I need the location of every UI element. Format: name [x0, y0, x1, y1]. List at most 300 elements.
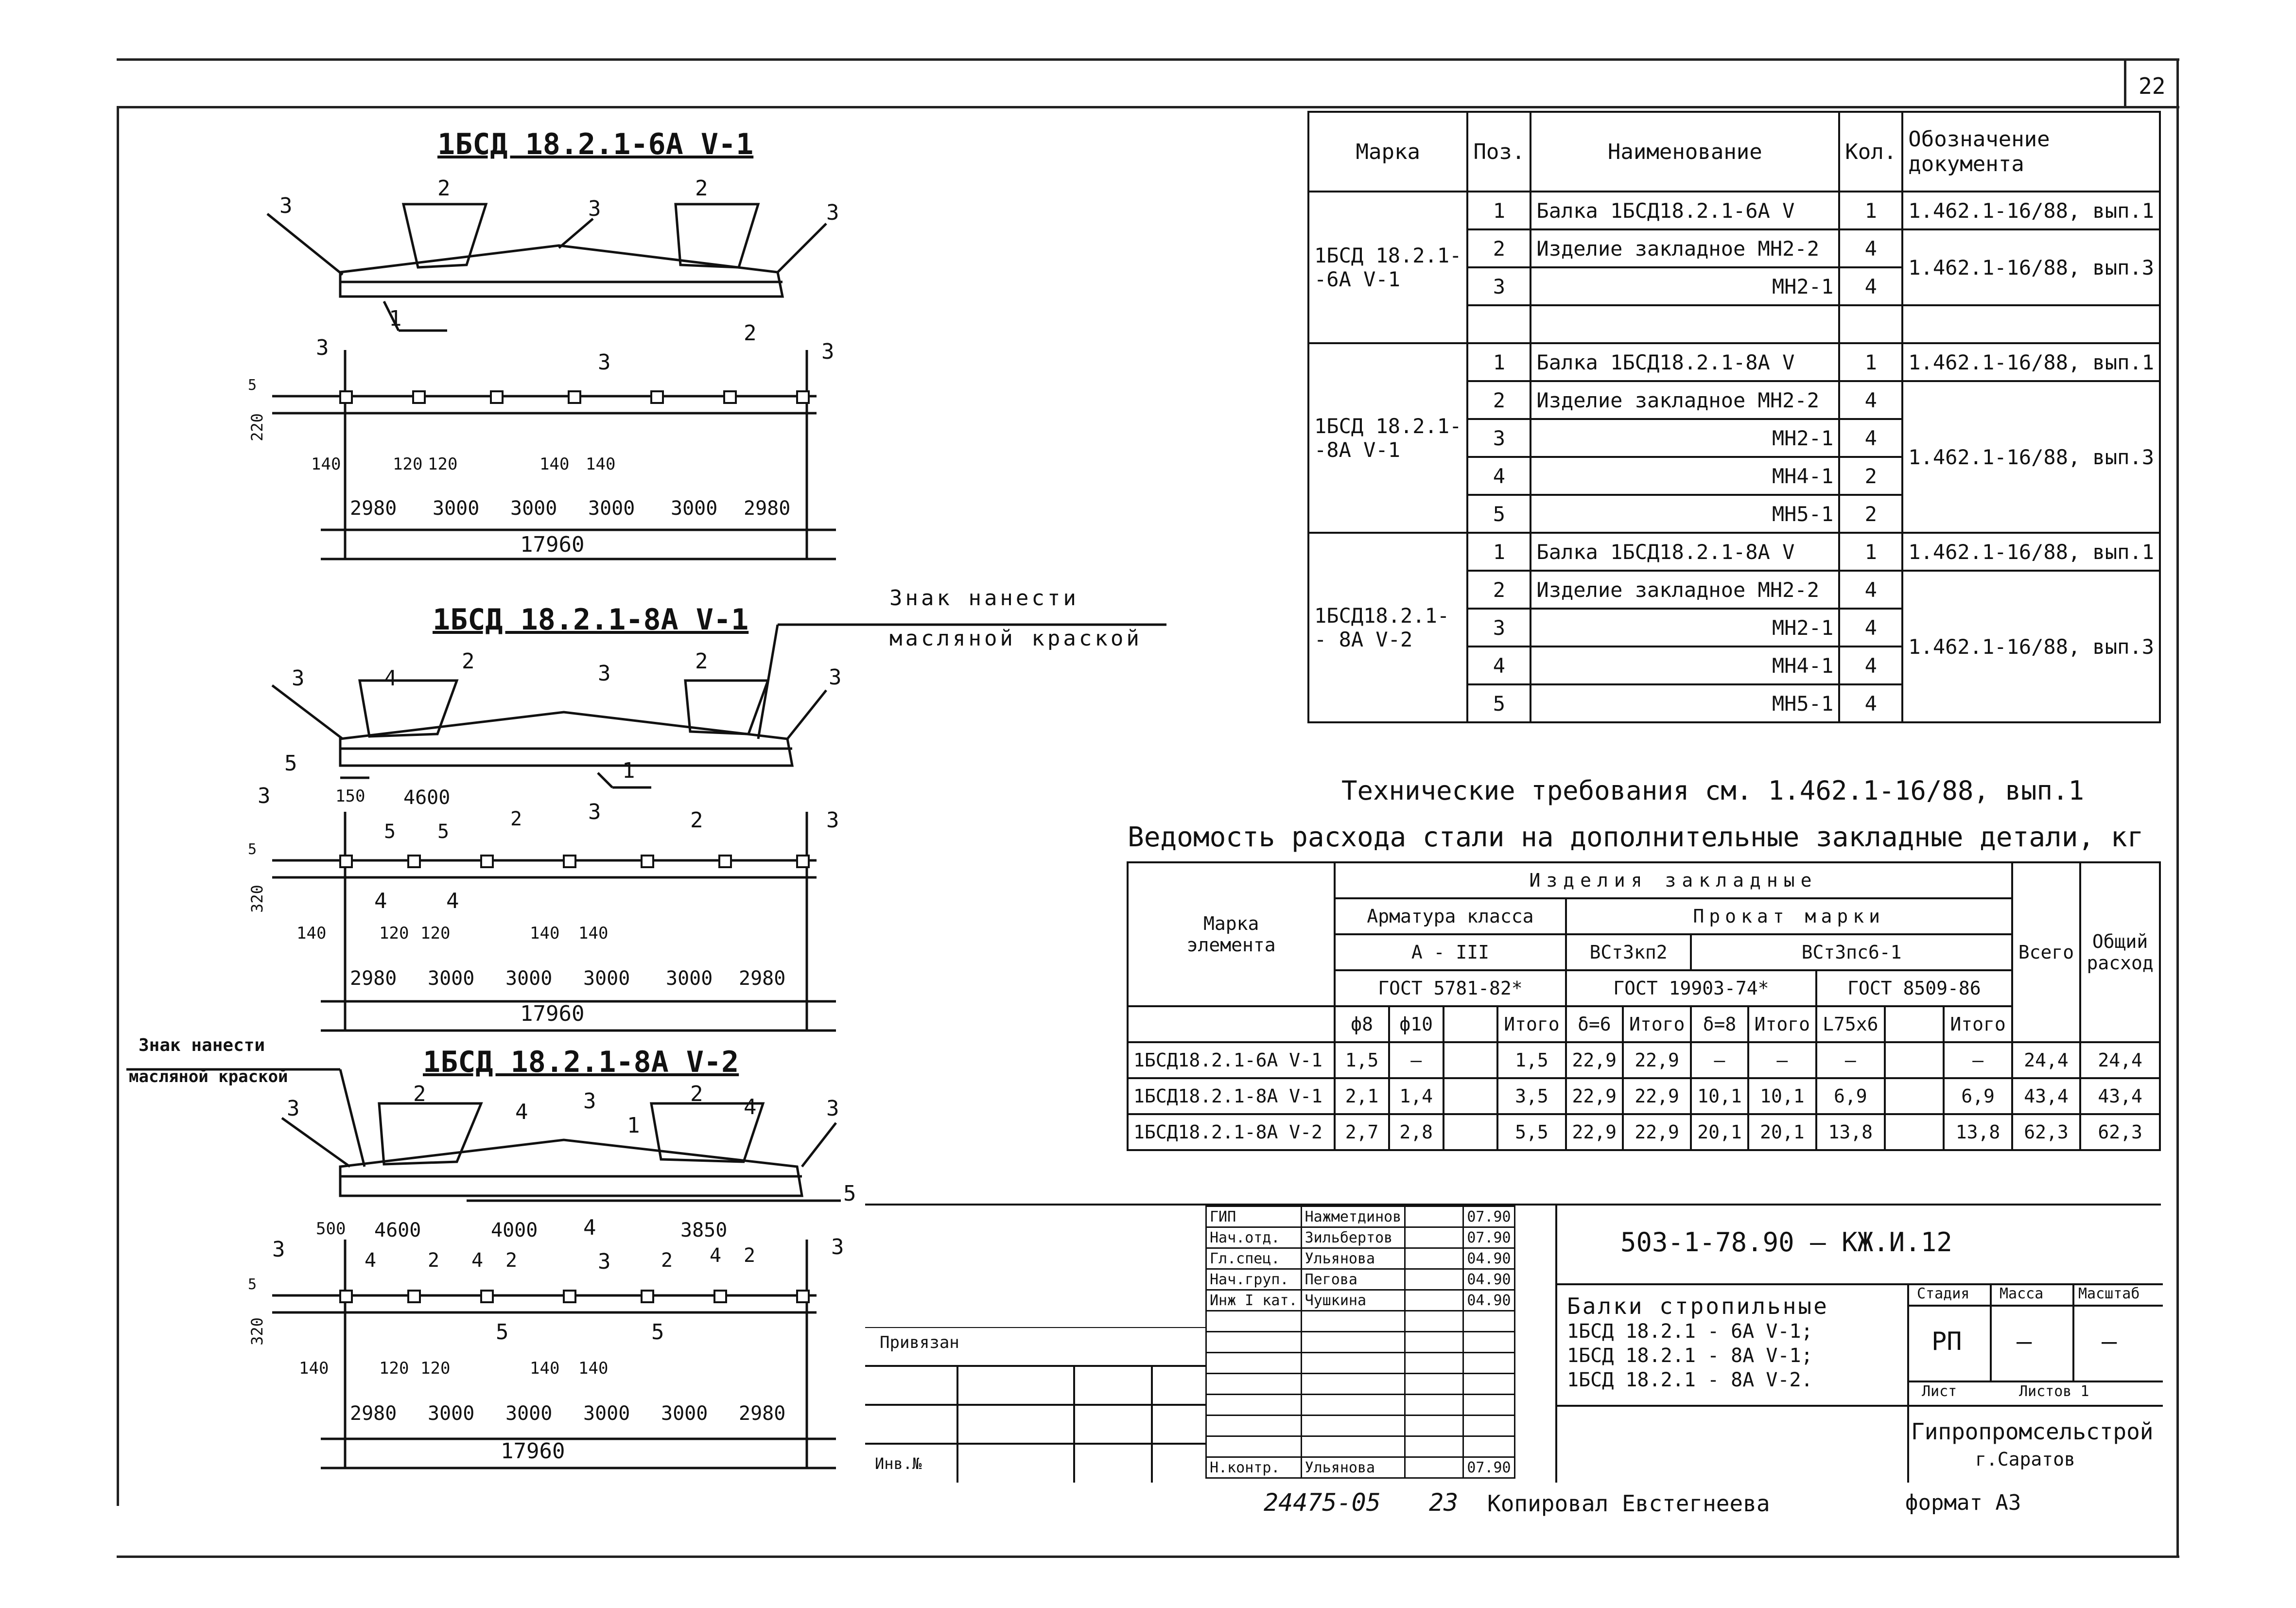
stamp-date: 04.90 [1463, 1290, 1514, 1311]
steel-header-a3: А - III [1335, 934, 1565, 970]
spec-group-mark: 1БСД18.2.1- - 8А V-2 [1308, 533, 1467, 722]
drawing-1-beam-label: 1 [389, 306, 402, 331]
steel-cell [1885, 1078, 1944, 1114]
steel-header-prokat: Прокат марки [1566, 898, 2012, 934]
drawing-2-beam-label: 5 [284, 751, 297, 776]
spec-header-row [1308, 112, 2160, 192]
steel-header-mark: Марка элемента [1128, 862, 1335, 1006]
stamp-name: Нажметдинов [1301, 1206, 1405, 1227]
drawing-3-offset-top: 500 [316, 1219, 346, 1239]
scale-value: — [2102, 1327, 2117, 1356]
spec-qty: 1 [1839, 343, 1902, 381]
spec-pos: 2 [1467, 381, 1531, 419]
spec-qty: 4 [1839, 647, 1902, 684]
table-row [1206, 1206, 1515, 1227]
steel-header-total: Общий расход [2080, 862, 2160, 1042]
drawing-2-mark: 4 [384, 666, 397, 691]
steel-col-empty [1128, 1006, 1335, 1042]
page-number-sep [2124, 58, 2126, 106]
steel-cell [1444, 1078, 1498, 1114]
spec-table [1307, 111, 2161, 723]
steel-cell: 20,1 [1748, 1114, 1816, 1150]
table-row [1206, 1290, 1515, 1311]
spec-group-mark: 1БСД 18.2.1- -6А V-1 [1308, 192, 1467, 343]
drawing-3-offset-top: 3850 [680, 1219, 728, 1241]
drawing-3-mark: 3 [287, 1096, 300, 1121]
spec-name: МН2-1 [1531, 267, 1839, 305]
drawing-3-title: 1БСД 18.2.1-8А V-2 [423, 1045, 739, 1079]
steel-header-vst-ps: ВСт3пс6-1 [1691, 934, 2012, 970]
drawing-2-mark: 3 [829, 665, 842, 690]
steel-cell: 1,4 [1389, 1078, 1444, 1114]
inv-label: Инв.№ [875, 1454, 922, 1473]
steel-cell: — [1389, 1042, 1444, 1078]
spec-name: МН5-1 [1531, 495, 1839, 533]
drawing-1-total: 17960 [520, 532, 585, 557]
steel-table [1127, 861, 2161, 1151]
drawing-2-note-line1: Знак нанести [889, 586, 1079, 611]
drawing-1-offset: 140 [586, 454, 616, 474]
sheet-header: Лист [1922, 1383, 1957, 1400]
spec-doc: 1.462.1-16/88, вып.3 [1902, 571, 2160, 722]
steel-cell: 6,9 [1944, 1078, 2012, 1114]
spec-pos: 1 [1467, 343, 1531, 381]
stamp-role: Инж I кат. [1206, 1290, 1302, 1311]
steel-cell: — [1748, 1042, 1816, 1078]
drawing-3-note-line2: масляной краской [129, 1067, 288, 1086]
steel-header-gost3: ГОСТ 8509-86 [1816, 970, 2012, 1006]
stamp-signature [1405, 1269, 1463, 1290]
beam-2-elevation [340, 712, 792, 766]
steel-cell-all: 24,4 [2012, 1042, 2080, 1078]
stamp-name: Ульянова [1301, 1248, 1405, 1269]
drawing-3-span: 3000 [505, 1402, 553, 1425]
drawing-1-plan-mark: 3 [598, 350, 611, 375]
drawing-3-mark: 4 [744, 1095, 757, 1119]
drawing-code: 503-1-78.90 — КЖ.И.12 [1620, 1227, 1952, 1258]
stamp-date: 07.90 [1463, 1457, 1514, 1478]
frame-right [2176, 58, 2179, 1556]
drawing-3-mark: 1 [627, 1113, 640, 1138]
stage-header: Стадия [1917, 1285, 1970, 1302]
steel-header-gost1: ГОСТ 5781-82* [1335, 970, 1565, 1006]
drawing-2-offset-top: 4600 [403, 787, 451, 809]
signatures-table [1205, 1206, 1515, 1479]
spec-pos: 3 [1467, 419, 1531, 457]
title-block [865, 1204, 2161, 1483]
stamp-role: Нач.отд. [1206, 1227, 1302, 1248]
steel-table-title: Ведомость расхода стали на дополнительные закладные детали, кг [1128, 821, 2144, 853]
stamp-date: 07.90 [1463, 1206, 1514, 1227]
drawing-3-bottom-mark: 5 [651, 1320, 664, 1345]
spec-qty: 2 [1839, 457, 1902, 495]
spec-qty: 2 [1839, 495, 1902, 533]
drawing-2-beam-label: 1 [622, 758, 635, 783]
steel-header-total-row: Всего [2012, 862, 2080, 1042]
table-row [1308, 343, 2160, 381]
drawing-2-plan-mark: 3 [258, 784, 271, 808]
stamp-signature [1405, 1248, 1463, 1269]
spec-doc [1902, 305, 2160, 343]
drawing-3-span: 2980 [350, 1402, 397, 1425]
spec-name: Изделие закладное МН2-2 [1531, 381, 1839, 419]
table-row [1308, 192, 2160, 229]
drawing-1-offset: 120 [393, 454, 423, 474]
spec-header-doc: Обозначение документа [1902, 112, 2160, 192]
spec-pos [1467, 305, 1531, 343]
spec-name: МН4-1 [1531, 457, 1839, 495]
drawing-3-offset-top: 4600 [374, 1219, 421, 1241]
spec-qty: 1 [1839, 533, 1902, 571]
spec-name [1531, 305, 1839, 343]
archive-sub: 23 [1429, 1488, 1459, 1517]
steel-cell-total: 62,3 [2080, 1114, 2160, 1150]
steel-cell: 2,1 [1335, 1078, 1389, 1114]
spec-doc: 1.462.1-16/88, вып.1 [1902, 192, 2160, 229]
steel-cell: 22,9 [1623, 1114, 1691, 1150]
steel-cell-all: 43,4 [2012, 1078, 2080, 1114]
spec-group-mark: 1БСД 18.2.1- -8А V-1 [1308, 343, 1467, 533]
archive-number: 24475-05 [1264, 1488, 1381, 1517]
spec-name: Балка 1БСД18.2.1-6А V [1531, 192, 1839, 229]
stamp-signature [1405, 1457, 1463, 1478]
drawing-3-offset: 140 [530, 1359, 560, 1378]
privyazan-label: Привязан [880, 1333, 959, 1352]
drawing-3-plan-mark: 4 [365, 1249, 377, 1272]
mass-value: — [2017, 1327, 2032, 1356]
drawing-2-span: 3000 [505, 967, 553, 990]
steel-cell: 22,9 [1566, 1078, 1623, 1114]
page-number: 22 [2139, 73, 2166, 99]
steel-col: ф8 [1335, 1006, 1389, 1042]
steel-header-vst-kp: ВСт3кп2 [1566, 934, 1691, 970]
drawing-3-span: 3000 [583, 1402, 630, 1425]
steel-cell: 1,5 [1497, 1042, 1565, 1078]
drawing-1-mark: 3 [826, 200, 839, 225]
steel-row-mark: 1БСД18.2.1-6А V-1 [1128, 1042, 1335, 1078]
drawing-1-span: 3000 [433, 497, 480, 520]
drawing-2-offset: 140 [578, 924, 609, 943]
drawing-1-plan-mark: 3 [316, 335, 329, 360]
steel-cell: — [1944, 1042, 2012, 1078]
table-row [1128, 1078, 2160, 1114]
drawing-2-height-small: 5 [248, 841, 257, 858]
steel-header-gost2: ГОСТ 19903-74* [1566, 970, 1816, 1006]
drawing-1-span: 3000 [588, 497, 635, 520]
table-row [1206, 1227, 1515, 1248]
drawing-2-span: 3000 [428, 967, 475, 990]
steel-cell [1444, 1114, 1498, 1150]
drawing-2-plan-mark: 5 [384, 821, 396, 843]
drawing-3-mark: 2 [690, 1082, 703, 1106]
steel-cell: 22,9 [1623, 1078, 1691, 1114]
steel-cell-all: 62,3 [2012, 1114, 2080, 1150]
steel-row-mark: 1БСД18.2.1-8А V-2 [1128, 1114, 1335, 1150]
drawing-1-span: 2980 [350, 497, 397, 520]
stamp-title-line: Балки стропильные [1567, 1293, 1829, 1319]
spec-pos: 4 [1467, 647, 1531, 684]
org-city: г.Саратов [1975, 1449, 2075, 1470]
drawing-3-beam-label: 5 [843, 1181, 856, 1206]
drawing-2-plan-mark: 2 [690, 808, 703, 833]
table-row [1206, 1269, 1515, 1290]
org-name: Гипропромсельстрой [1911, 1418, 2154, 1445]
stamp-role: Н.контр. [1206, 1457, 1302, 1478]
steel-row-mark: 1БСД18.2.1-8А V-1 [1128, 1078, 1335, 1114]
drawing-2-offset: 120 [420, 924, 451, 943]
spec-qty: 4 [1839, 381, 1902, 419]
drawing-2-mark: 2 [462, 649, 475, 674]
steel-cell: 13,8 [1816, 1114, 1884, 1150]
drawing-1-mark: 2 [437, 176, 451, 201]
drawing-3-mark: 4 [515, 1100, 528, 1124]
stamp-date: 04.90 [1463, 1269, 1514, 1290]
steel-header-armatura: Арматура класса [1335, 898, 1565, 934]
spec-pos: 5 [1467, 495, 1531, 533]
drawing-3-plan-mark: 4 [710, 1244, 722, 1267]
steel-cell: 13,8 [1944, 1114, 2012, 1150]
spec-header-pos: Поз. [1467, 112, 1531, 192]
steel-col [1444, 1006, 1498, 1042]
beam-1-elevation [340, 245, 783, 297]
drawing-2-bottom-mark: 4 [446, 889, 459, 913]
drawing-2-plan-mark: 2 [510, 808, 522, 830]
drawing-1-plan-mark: 3 [821, 339, 835, 364]
drawing-3-total: 17960 [501, 1439, 565, 1464]
spec-header-qty: Кол. [1839, 112, 1902, 192]
spec-name: Изделие закладное МН2-2 [1531, 571, 1839, 609]
drawing-2-offset: 120 [379, 924, 409, 943]
table-row [1308, 533, 2160, 571]
copied-by: Копировал Евстегнеева [1487, 1490, 1770, 1517]
steel-cell: 20,1 [1691, 1114, 1748, 1150]
drawing-3-mark: 3 [583, 1089, 596, 1114]
steel-cell: 3,5 [1497, 1078, 1565, 1114]
stamp-signature [1405, 1290, 1463, 1311]
steel-cell-total: 43,4 [2080, 1078, 2160, 1114]
spec-pos: 4 [1467, 457, 1531, 495]
stamp-name: Зильбертов [1301, 1227, 1405, 1248]
drawing-2-plan-mark: 3 [588, 800, 601, 824]
steel-cell: — [1816, 1042, 1884, 1078]
drawing-3-span: 3000 [428, 1402, 475, 1425]
drawing-3-offset: 140 [578, 1359, 609, 1378]
drawing-3-plan-mark: 3 [831, 1235, 844, 1259]
drawing-3-offset: 140 [299, 1359, 329, 1378]
steel-col: Итого [1497, 1006, 1565, 1042]
spec-pos: 1 [1467, 192, 1531, 229]
spec-pos: 3 [1467, 267, 1531, 305]
drawing-2-span: 3000 [583, 967, 630, 990]
drawing-1-plan-mark: 2 [744, 321, 757, 346]
stamp-right [1555, 1206, 2163, 1483]
table-row [1206, 1457, 1515, 1478]
steel-col: δ=6 [1566, 1006, 1623, 1042]
drawing-2-plan-mark: 5 [437, 821, 450, 843]
stamp-role: Гл.спец. [1206, 1248, 1302, 1269]
drawing-2-total: 17960 [520, 1001, 585, 1026]
steel-col: Итого [1748, 1006, 1816, 1042]
steel-col: ф10 [1389, 1006, 1444, 1042]
drawing-2-span: 2980 [739, 967, 786, 990]
drawing-1-title: 1БСД 18.2.1-6А V-1 [437, 127, 754, 161]
drawing-2-note-line2: масляной краской [889, 626, 1142, 651]
drawing-2-span: 3000 [666, 967, 713, 990]
drawing-3-note-line1: Знак нанести [139, 1035, 265, 1055]
steel-header-items: Изделия закладные [1335, 862, 2012, 898]
drawing-2-mark: 3 [292, 666, 305, 691]
table-row [1128, 1114, 2160, 1150]
drawing-3-offset-top: 4 [583, 1215, 596, 1240]
table-row [1206, 1248, 1515, 1269]
stamp-role: ГИП [1206, 1206, 1302, 1227]
sheet-format: формат А3 [1905, 1490, 2021, 1515]
spec-doc: 1.462.1-16/88, вып.3 [1902, 381, 2160, 533]
steel-col [1885, 1006, 1944, 1042]
spec-qty: 4 [1839, 684, 1902, 722]
stamp-name: Чушкина [1301, 1290, 1405, 1311]
drawing-2-offset: 140 [296, 924, 327, 943]
spec-name: Изделие закладное МН2-2 [1531, 229, 1839, 267]
drawing-3-plan-mark: 2 [428, 1249, 440, 1272]
drawing-3-plan-mark: 2 [505, 1249, 518, 1272]
steel-cell: 22,9 [1566, 1042, 1623, 1078]
sheets-header: Листов 1 [2019, 1383, 2089, 1400]
spec-pos: 1 [1467, 533, 1531, 571]
drawing-1-span: 3000 [510, 497, 557, 520]
stamp-name: Ульянова [1301, 1457, 1405, 1478]
drawing-1-mark: 3 [279, 193, 293, 218]
spec-header-mark: Марка [1308, 112, 1467, 192]
drawing-3-span: 3000 [661, 1402, 708, 1425]
steel-cell: 1,5 [1335, 1042, 1389, 1078]
steel-cell-total: 24,4 [2080, 1042, 2160, 1078]
stamp-title-line: 1БСД 18.2.1 - 6А V-1; [1567, 1320, 1813, 1343]
steel-cell: 6,9 [1816, 1078, 1884, 1114]
drawing-3-mark: 2 [413, 1082, 426, 1106]
steel-cell: 10,1 [1748, 1078, 1816, 1114]
spec-qty: 4 [1839, 267, 1902, 305]
drawing-2-height: 320 [247, 885, 266, 913]
drawing-1-offset: 140 [311, 454, 341, 474]
stamp-date: 04.90 [1463, 1248, 1514, 1269]
drawing-3-plan-mark: 3 [598, 1249, 611, 1274]
spec-name: МН2-1 [1531, 609, 1839, 647]
spec-pos: 5 [1467, 684, 1531, 722]
spec-name: Балка 1БСД18.2.1-8А V [1531, 343, 1839, 381]
steel-cell: 2,8 [1389, 1114, 1444, 1150]
steel-col: Итого [1944, 1006, 2012, 1042]
spec-qty: 4 [1839, 609, 1902, 647]
drawing-1-offset: 140 [539, 454, 570, 474]
steel-cell: 5,5 [1497, 1114, 1565, 1150]
drawing-1-height: 220 [247, 413, 266, 441]
drawing-2-bottom-mark: 4 [374, 889, 387, 913]
spec-name: МН4-1 [1531, 647, 1839, 684]
stage-value: РП [1931, 1327, 1962, 1356]
spec-pos: 3 [1467, 609, 1531, 647]
spec-name: МН2-1 [1531, 419, 1839, 457]
frame-bottom [117, 1556, 2179, 1558]
drawing-3-span: 2980 [739, 1402, 786, 1425]
drawing-3-height: 320 [247, 1317, 266, 1346]
steel-cell [1444, 1042, 1498, 1078]
drawing-3-height-small: 5 [248, 1276, 257, 1293]
drawing-1-mark: 3 [588, 196, 601, 221]
steel-cell: 2,7 [1335, 1114, 1389, 1150]
spec-qty: 4 [1839, 419, 1902, 457]
drawing-1-height-small: 5 [248, 377, 257, 394]
mass-header: Масса [2000, 1285, 2044, 1302]
drawing-3-offset: 120 [379, 1359, 409, 1378]
stamp-signature [1405, 1206, 1463, 1227]
spec-doc: 1.462.1-16/88, вып.1 [1902, 343, 2160, 381]
tech-requirements: Технические требования см. 1.462.1-16/88, вып.1 [1341, 775, 2085, 806]
drawing-3-bottom-mark: 5 [496, 1320, 509, 1345]
spec-qty: 4 [1839, 571, 1902, 609]
spec-name: МН5-1 [1531, 684, 1839, 722]
drawing-3-offset-top: 4000 [491, 1219, 538, 1241]
steel-col: Итого [1623, 1006, 1691, 1042]
drawing-2-mark: 3 [598, 661, 611, 686]
steel-cell: 10,1 [1691, 1078, 1748, 1114]
spec-doc: 1.462.1-16/88, вып.1 [1902, 533, 2160, 571]
drawing-1-mark: 2 [695, 176, 708, 201]
drawing-1-offset: 120 [428, 454, 458, 474]
steel-cell: — [1691, 1042, 1748, 1078]
stage-grid [1907, 1283, 2163, 1405]
drawing-3-plan-mark: 3 [272, 1237, 285, 1262]
steel-col: L75x6 [1816, 1006, 1884, 1042]
spec-qty [1839, 305, 1902, 343]
steel-col: δ=8 [1691, 1006, 1748, 1042]
spec-name: Балка 1БСД18.2.1-8А V [1531, 533, 1839, 571]
steel-cell: 22,9 [1566, 1114, 1623, 1150]
drawing-2-plan-mark: 3 [826, 808, 839, 833]
spec-pos: 2 [1467, 229, 1531, 267]
spec-qty: 4 [1839, 229, 1902, 267]
drawing-2-span: 2980 [350, 967, 397, 990]
spec-header-name: Наименование [1531, 112, 1839, 192]
stamp-role: Нач.груп. [1206, 1269, 1302, 1290]
drawing-3-plan-mark: 4 [471, 1249, 484, 1272]
drawing-3-plan-mark: 2 [744, 1244, 756, 1267]
stamp-date: 07.90 [1463, 1227, 1514, 1248]
stamp-signature [1405, 1227, 1463, 1248]
table-row [1128, 1042, 2160, 1078]
spec-qty: 1 [1839, 192, 1902, 229]
drawing-2-title: 1БСД 18.2.1-8А V-1 [433, 603, 749, 637]
beam-3-elevation [340, 1140, 802, 1196]
binding-area [865, 1327, 1205, 1483]
drawing-1-span: 2980 [744, 497, 791, 520]
stamp-name: Пегова [1301, 1269, 1405, 1290]
steel-cell [1885, 1114, 1944, 1150]
drawing-3-plan-mark: 2 [661, 1249, 673, 1272]
drawing-3-mark: 3 [826, 1096, 839, 1121]
drawing-2-offset-top: 150 [335, 787, 365, 806]
steel-cell: 22,9 [1623, 1042, 1691, 1078]
stamp-title-line: 1БСД 18.2.1 - 8А V-1; [1567, 1345, 1813, 1367]
steel-cell [1885, 1042, 1944, 1078]
drawing-3-offset: 120 [420, 1359, 451, 1378]
spec-doc: 1.462.1-16/88, вып.3 [1902, 229, 2160, 305]
drawing-2-offset: 140 [530, 924, 560, 943]
scale-header: Масштаб [2078, 1285, 2140, 1302]
drawing-1-span: 3000 [671, 497, 718, 520]
stamp-title-line: 1БСД 18.2.1 - 8А V-2. [1567, 1369, 1813, 1391]
spec-pos: 2 [1467, 571, 1531, 609]
